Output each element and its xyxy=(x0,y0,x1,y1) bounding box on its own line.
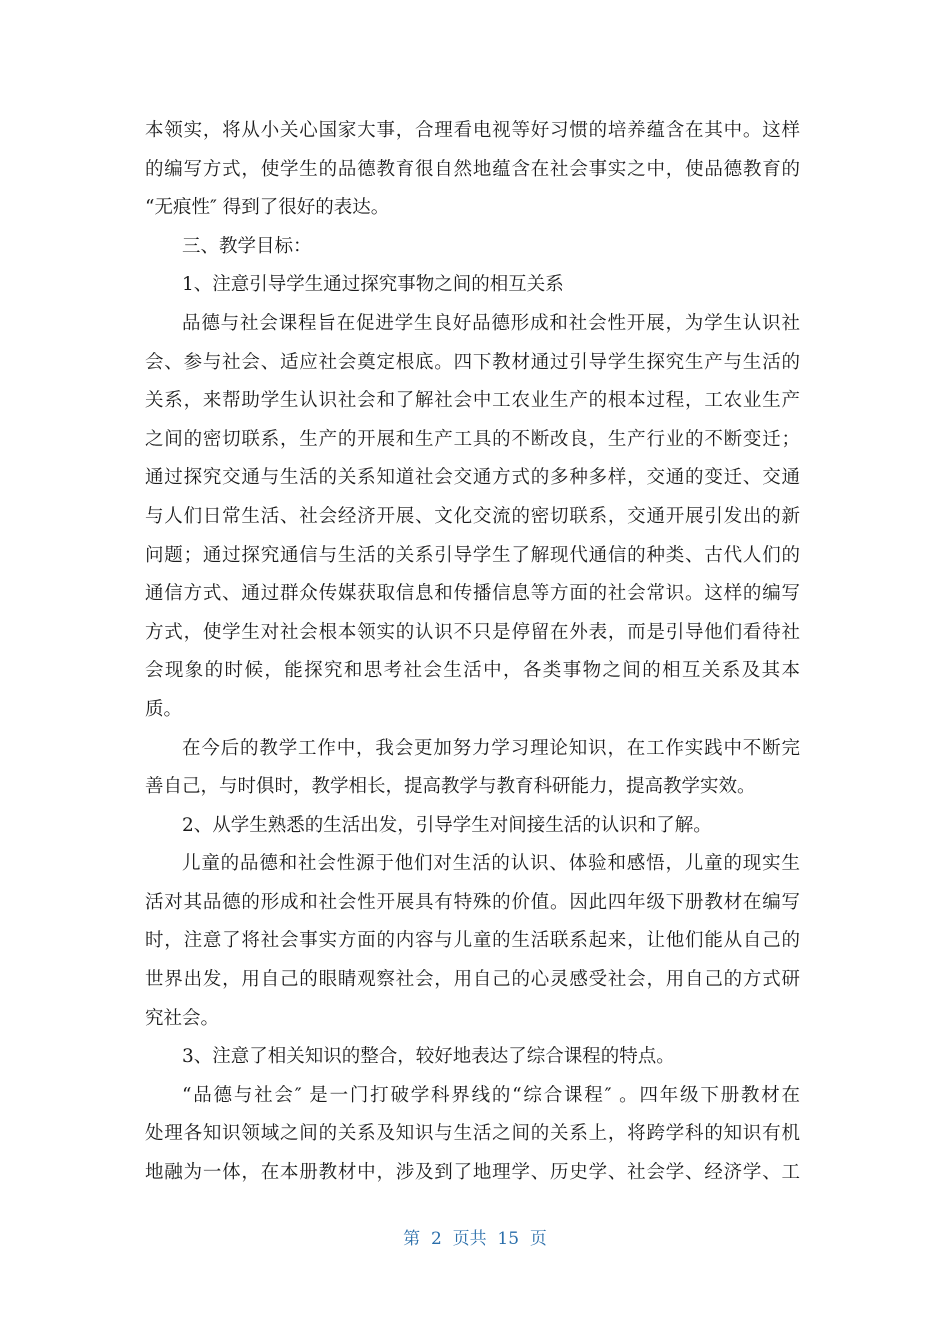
text-line: 质。 xyxy=(145,698,183,720)
text-line: 关系，来帮助学生认识社会和了解社会中工农业生产的根本过程，工农业生产 xyxy=(145,390,800,412)
page-footer: 第 2 页共 15 页 xyxy=(403,1229,547,1249)
text-line: 通信方式、通过群众传媒获取信息和传播信息等方面的社会常识。这样的编写 xyxy=(145,583,800,605)
text-line: 处理各知识领域之间的关系及知识与生活之间的关系上，将跨学科的知识有机 xyxy=(145,1123,800,1145)
text-line: 3、注意了相关知识的整合，较好地表达了综合课程的特点。 xyxy=(182,1046,675,1068)
text-line: “无痕性″ 得到了很好的表达。 xyxy=(145,197,390,219)
text-line: 时，注意了将社会事实方面的内容与儿童的生活联系起来，让他们能从自己的 xyxy=(145,930,800,952)
text-line: 通过探究交通与生活的关系知道社会交通方式的多种多样，交通的变迁、交通 xyxy=(145,467,800,489)
text-line: 会、参与社会、适应社会奠定根底。四下教材通过引导学生探究生产与生活的 xyxy=(145,351,800,373)
text-line: 究社会。 xyxy=(145,1007,220,1029)
text-line: 问题；通过探究通信与生活的关系引导学生了解现代通信的种类、古代人们的 xyxy=(145,544,800,566)
text-line: 本领实，将从小关心国家大事，合理看电视等好习惯的培养蕴含在其中。这样 xyxy=(145,120,800,141)
text-line: 世界出发，用自己的眼睛观察社会，用自己的心灵感受社会，用自己的方式研 xyxy=(145,969,800,991)
document-body xyxy=(145,112,800,1193)
text-line: “品德与社会″ 是一门打破学科界线的“综合课程″ 。四年级下册教材在 xyxy=(182,1084,800,1106)
text-line: 儿童的品德和社会性源于他们对生活的认识、体验和感悟，儿童的现实生 xyxy=(182,853,800,875)
text-line: 2、从学生熟悉的生活出发，引导学生对间接生活的认识和了解。 xyxy=(182,814,712,836)
text-line: 品德与社会课程旨在促进学生良好品德形成和社会性开展，为学生认识社 xyxy=(182,312,800,334)
text-line: 三、教学目标： xyxy=(182,235,312,257)
text-line: 的编写方式，使学生的品德教育很自然地蕴含在社会事实之中，使品德教育的 xyxy=(145,158,800,180)
text-line: 善自己，与时俱时，教学相长，提高教学与教育科研能力，提高教学实效。 xyxy=(145,776,756,798)
text-line: 活对其品德的形成和社会性开展具有特殊的价值。因此四年级下册教材在编写 xyxy=(145,891,800,913)
text-line: 方式，使学生对社会根本领实的认识不只是停留在外表，而是引导他们看待社 xyxy=(145,621,800,643)
text-line: 在今后的教学工作中，我会更加努力学习理论知识，在工作实践中不断完 xyxy=(182,737,800,759)
text-line: 之间的密切联系，生产的开展和生产工具的不断改良，生产行业的不断变迁； xyxy=(145,428,800,450)
text-line: 会现象的时候，能探究和思考社会生活中，各类事物之间的相互关系及其本 xyxy=(145,660,800,682)
text-line: 地融为一体，在本册教材中，涉及到了地理学、历史学、社会学、经济学、工 xyxy=(145,1162,800,1184)
text-line: 1、注意引导学生通过探究事物之间的相互关系 xyxy=(182,274,564,296)
text-line: 与人们日常生活、社会经济开展、文化交流的密切联系，交通开展引发出的新 xyxy=(145,505,800,527)
